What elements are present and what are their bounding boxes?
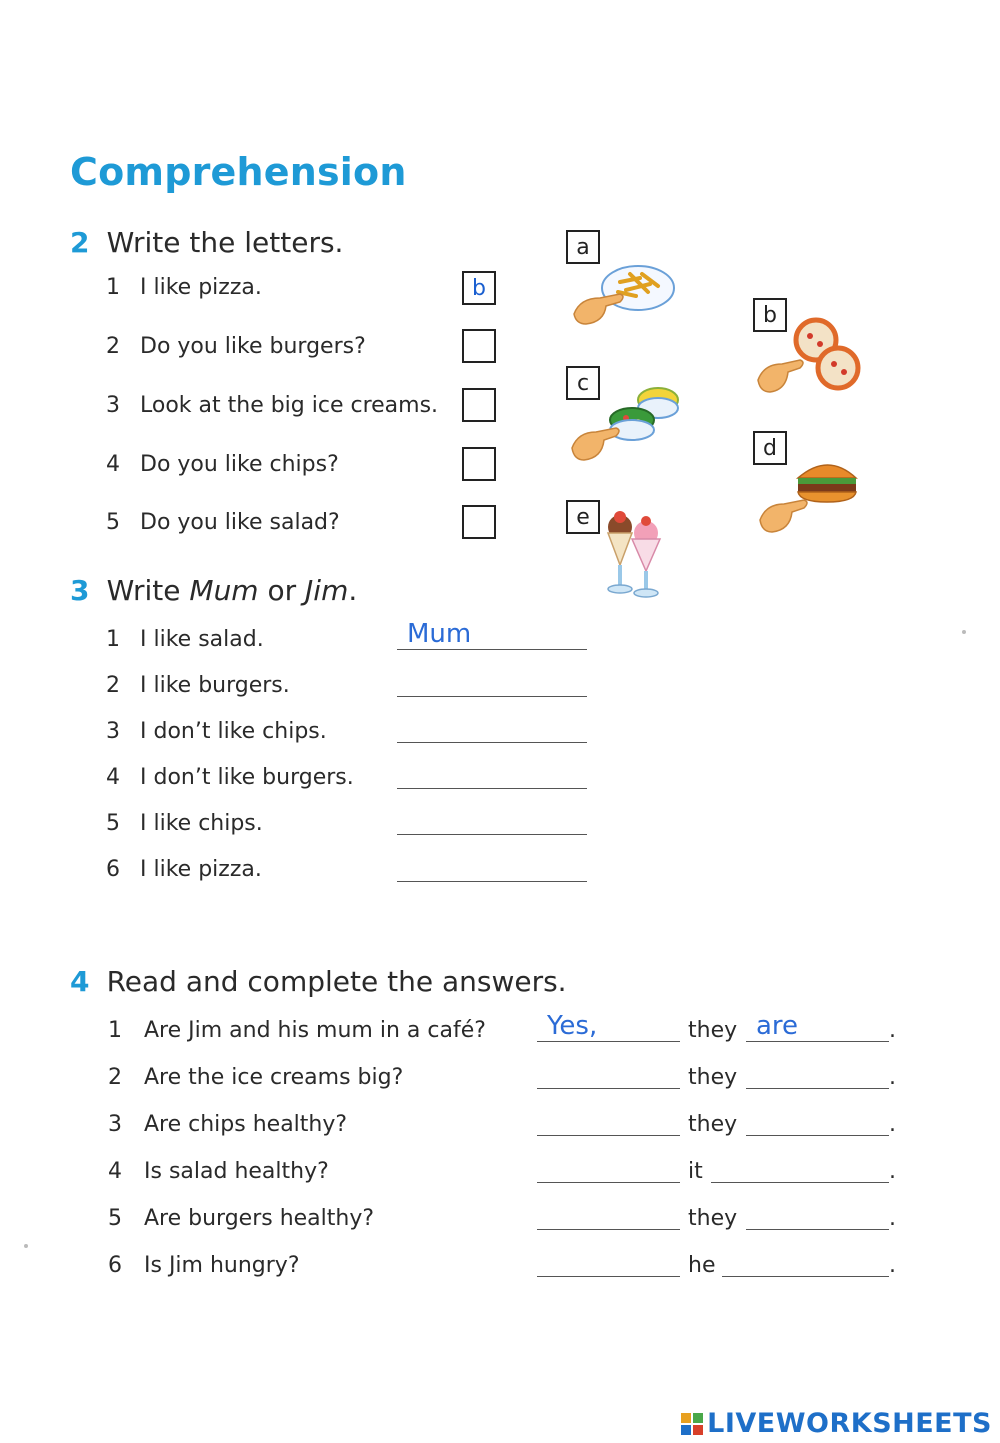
section-instruction: Write Mum or Jim. (106, 574, 358, 607)
item-number: 1 (106, 627, 120, 652)
full-stop: . (889, 1206, 896, 1231)
verb-answer-blank[interactable] (746, 1108, 889, 1136)
chips-plate-icon (570, 252, 680, 332)
item-number: 2 (106, 673, 120, 698)
sentence: I like pizza. (140, 857, 262, 882)
item-number: 4 (106, 452, 120, 477)
section-number: 3 (70, 574, 90, 607)
short-answer-blank[interactable] (537, 1155, 680, 1183)
section-instruction: Write the letters. (106, 226, 344, 259)
letter-answer-box[interactable] (462, 505, 496, 539)
short-answer-blank[interactable] (537, 1202, 680, 1230)
item-number: 1 (106, 275, 120, 300)
sentence: I don’t like burgers. (140, 765, 354, 790)
letter-answer-box[interactable]: b (462, 271, 496, 305)
verb-answer-blank[interactable]: are (746, 1014, 889, 1042)
section-number: 2 (70, 226, 90, 259)
letter-answer-box[interactable] (462, 329, 496, 363)
salad-icon (570, 378, 685, 468)
scan-speck (24, 1244, 28, 1248)
verb-answer-blank[interactable] (746, 1202, 889, 1230)
section-2-heading (70, 226, 343, 259)
question: Is Jim hungry? (144, 1253, 300, 1278)
short-answer-blank[interactable]: Yes, (537, 1014, 680, 1042)
sentence: I like burgers. (140, 673, 290, 698)
verb-answer-blank[interactable] (711, 1155, 889, 1183)
sentence: Do you like burgers? (140, 334, 366, 359)
short-answer-blank[interactable] (537, 1108, 680, 1136)
picture-label-c: c (566, 366, 600, 400)
item-number: 6 (106, 857, 120, 882)
pronoun: they (688, 1206, 738, 1231)
pronoun: they (688, 1018, 738, 1043)
sentence: I like chips. (140, 811, 263, 836)
item-number: 2 (108, 1065, 122, 1090)
brand-name: LIVEWORKSHEETS (707, 1408, 992, 1439)
burger-icon (758, 452, 863, 540)
answer-blank[interactable] (397, 669, 587, 697)
item-number: 3 (106, 393, 120, 418)
page-title: Comprehension (70, 150, 407, 194)
full-stop: . (889, 1112, 896, 1137)
full-stop: . (889, 1018, 896, 1043)
pronoun: they (688, 1065, 738, 1090)
section-number: 4 (70, 965, 90, 998)
logo-icon (681, 1413, 703, 1435)
full-stop: . (889, 1065, 896, 1090)
short-answer-blank[interactable] (537, 1061, 680, 1089)
full-stop: . (889, 1253, 896, 1278)
sentence: I don’t like chips. (140, 719, 327, 744)
short-answer-blank[interactable] (537, 1249, 680, 1277)
sentence: Look at the big ice creams. (140, 393, 439, 418)
item-number: 3 (108, 1112, 122, 1137)
pronoun: they (688, 1112, 738, 1137)
item-number: 2 (106, 334, 120, 359)
section-4-heading (70, 965, 567, 998)
question: Are the ice creams big? (144, 1065, 404, 1090)
answer-blank[interactable] (397, 761, 587, 789)
ice-cream-icon (598, 505, 670, 603)
question: Are chips healthy? (144, 1112, 348, 1137)
scan-speck (962, 630, 966, 634)
item-number: 3 (106, 719, 120, 744)
answer-blank[interactable] (397, 715, 587, 743)
liveworksheets-logo (681, 1408, 992, 1439)
verb-answer-blank[interactable] (722, 1249, 889, 1277)
picture-label-d: d (753, 431, 787, 465)
item-number: 4 (106, 765, 120, 790)
full-stop: . (889, 1159, 896, 1184)
sentence: I like pizza. (140, 275, 262, 300)
section-3-heading (70, 574, 357, 607)
letter-answer-box[interactable] (462, 447, 496, 481)
picture-label-a: a (566, 230, 600, 264)
item-number: 6 (108, 1253, 122, 1278)
letter-answer-box[interactable] (462, 388, 496, 422)
pizza-icon (756, 312, 866, 402)
item-number: 4 (108, 1159, 122, 1184)
question: Are burgers healthy? (144, 1206, 375, 1231)
item-number: 5 (106, 811, 120, 836)
answer-blank[interactable]: Mum (397, 622, 587, 650)
sentence: I like salad. (140, 627, 264, 652)
picture-label-b: b (753, 298, 787, 332)
sentence: Do you like chips? (140, 452, 339, 477)
item-number: 5 (106, 510, 120, 535)
picture-label-e: e (566, 500, 600, 534)
section-instruction: Read and complete the answers. (106, 965, 567, 998)
pronoun: he (688, 1253, 716, 1278)
answer-blank[interactable] (397, 854, 587, 882)
sentence: Do you like salad? (140, 510, 340, 535)
question: Is salad healthy? (144, 1159, 329, 1184)
item-number: 5 (108, 1206, 122, 1231)
verb-answer-blank[interactable] (746, 1061, 889, 1089)
answer-blank[interactable] (397, 807, 587, 835)
pronoun: it (688, 1159, 703, 1184)
question: Are Jim and his mum in a café? (144, 1018, 486, 1043)
item-number: 1 (108, 1018, 122, 1043)
